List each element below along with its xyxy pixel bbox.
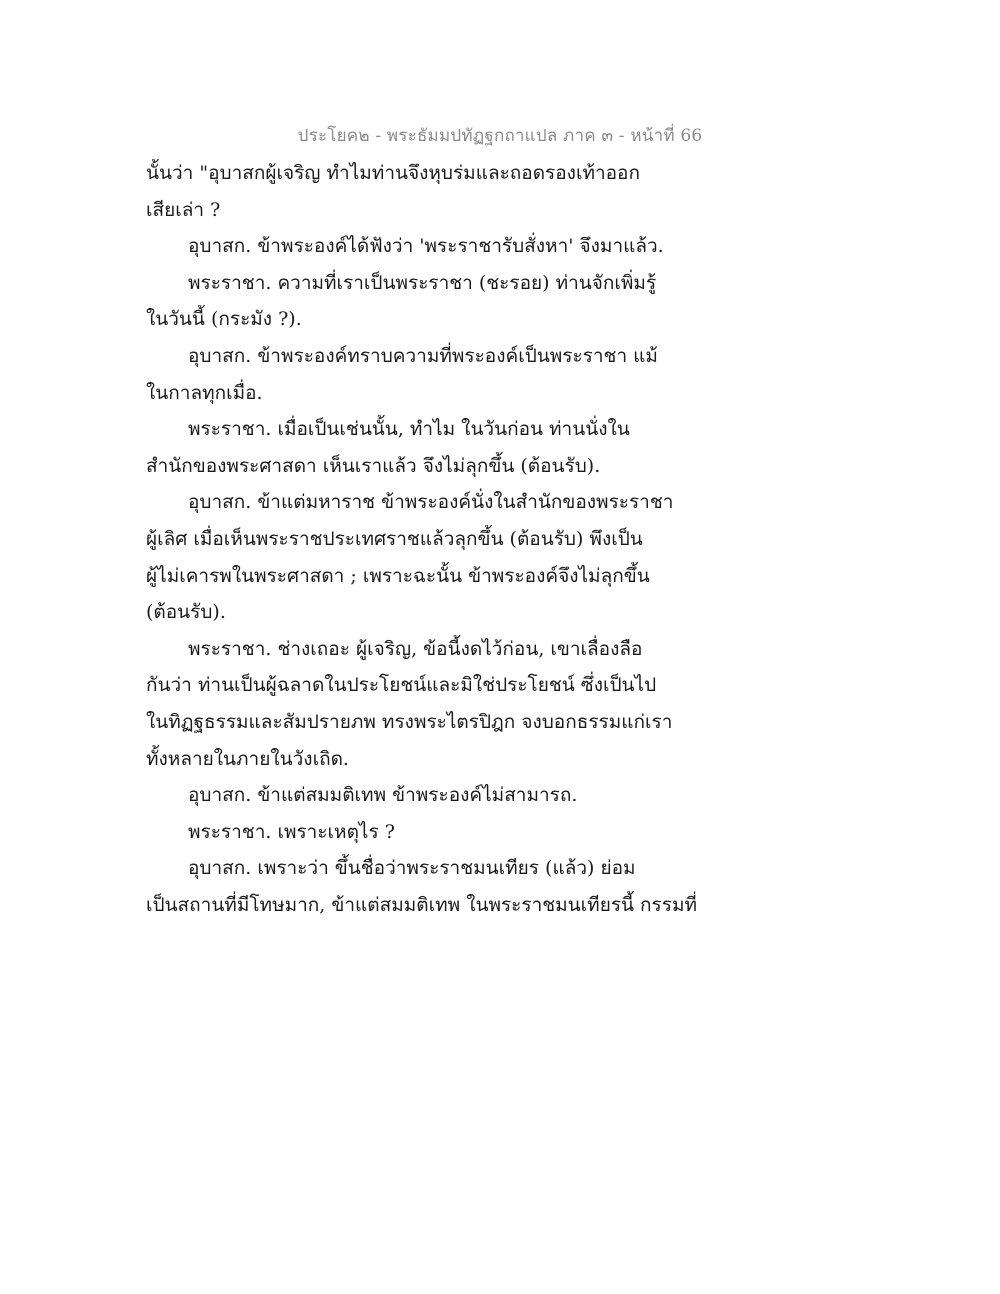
text-line: ผู้เลิศ เมื่อเห็นพระราชประเทศราชแล้วลุกขึ้น (ต้อนรับ) พึงเป็น bbox=[146, 527, 643, 550]
text-line: ผู้ไม่เคารพในพระศาสดา ; เพราะฉะนั้น ข้าพระองค์จึงไม่ลุกขึ้น bbox=[146, 564, 650, 587]
text-line: เสียเล่า ? bbox=[146, 198, 221, 221]
text-line: อุบาสก. ข้าพระองค์ทราบความที่พระองค์เป็นพระราชา แม้ bbox=[188, 344, 658, 367]
text-line: เป็นสถานที่มีโทษมาก, ข้าแต่สมมติเทพ ในพระราชมนเทียรนี้ กรรมที่ bbox=[146, 893, 698, 916]
running-header: ประโยค๒ - พระธัมมปทัฏฐกถาแปล ภาค ๓ - หน้าที่ 66 bbox=[297, 126, 703, 146]
text-line: ในกาลทุกเมื่อ. bbox=[146, 381, 263, 404]
text-line: ทั้งหลายในภายในวังเถิด. bbox=[146, 747, 349, 770]
text-line: นั้นว่า "อุบาสกผู้เจริญ ทำไมท่านจึงหุบร่มและถอดรองเท้าออก bbox=[146, 162, 640, 184]
text-line: พระราชา. ช่างเถอะ ผู้เจริญ, ข้อนี้งดไว้ก่อน, เขาเลื่องลือ bbox=[188, 637, 643, 660]
text-line: ในทิฏฐธรรมและสัมปรายภพ ทรงพระไตรปิฎก จงบอกธรรมแก่เรา bbox=[146, 710, 673, 733]
text-line: อุบาสก. ข้าพระองค์ได้ฟังว่า 'พระราชารับสั่งหา' จึงมาแล้ว. bbox=[188, 235, 664, 258]
text-line: อุบาสก. เพราะว่า ขึ้นชื่อว่าพระราชมนเทียร (แล้ว) ย่อม bbox=[188, 857, 636, 880]
text-line: ในวันนี้ (กระมัง ?). bbox=[146, 308, 302, 331]
text-line: อุบาสก. ข้าแต่สมมติเทพ ข้าพระองค์ไม่สามารถ. bbox=[188, 784, 578, 807]
text-line: พระราชา. ความที่เราเป็นพระราชา (ชะรอย) ท่านจักเพิ่มรู้ bbox=[188, 271, 657, 294]
text-line: พระราชา. เมื่อเป็นเช่นนั้น, ทำไม ในวันก่อน ท่านนั่งใน bbox=[188, 418, 630, 441]
text-line: พระราชา. เพราะเหตุไร ? bbox=[188, 820, 395, 843]
text-line: สำนักของพระศาสดา เห็นเราแล้ว จึงไม่ลุกขึ้น (ต้อนรับ). bbox=[146, 454, 601, 477]
text-line: กันว่า ท่านเป็นผู้ฉลาดในประโยชน์และมิใช่ประโยชน์ ซึ่งเป็นไป bbox=[146, 674, 657, 697]
body-text bbox=[146, 155, 726, 923]
text-line: (ต้อนรับ). bbox=[146, 601, 226, 624]
text-line: อุบาสก. ข้าแต่มหาราช ข้าพระองค์นั่งในสำนักของพระราชา bbox=[188, 491, 674, 514]
